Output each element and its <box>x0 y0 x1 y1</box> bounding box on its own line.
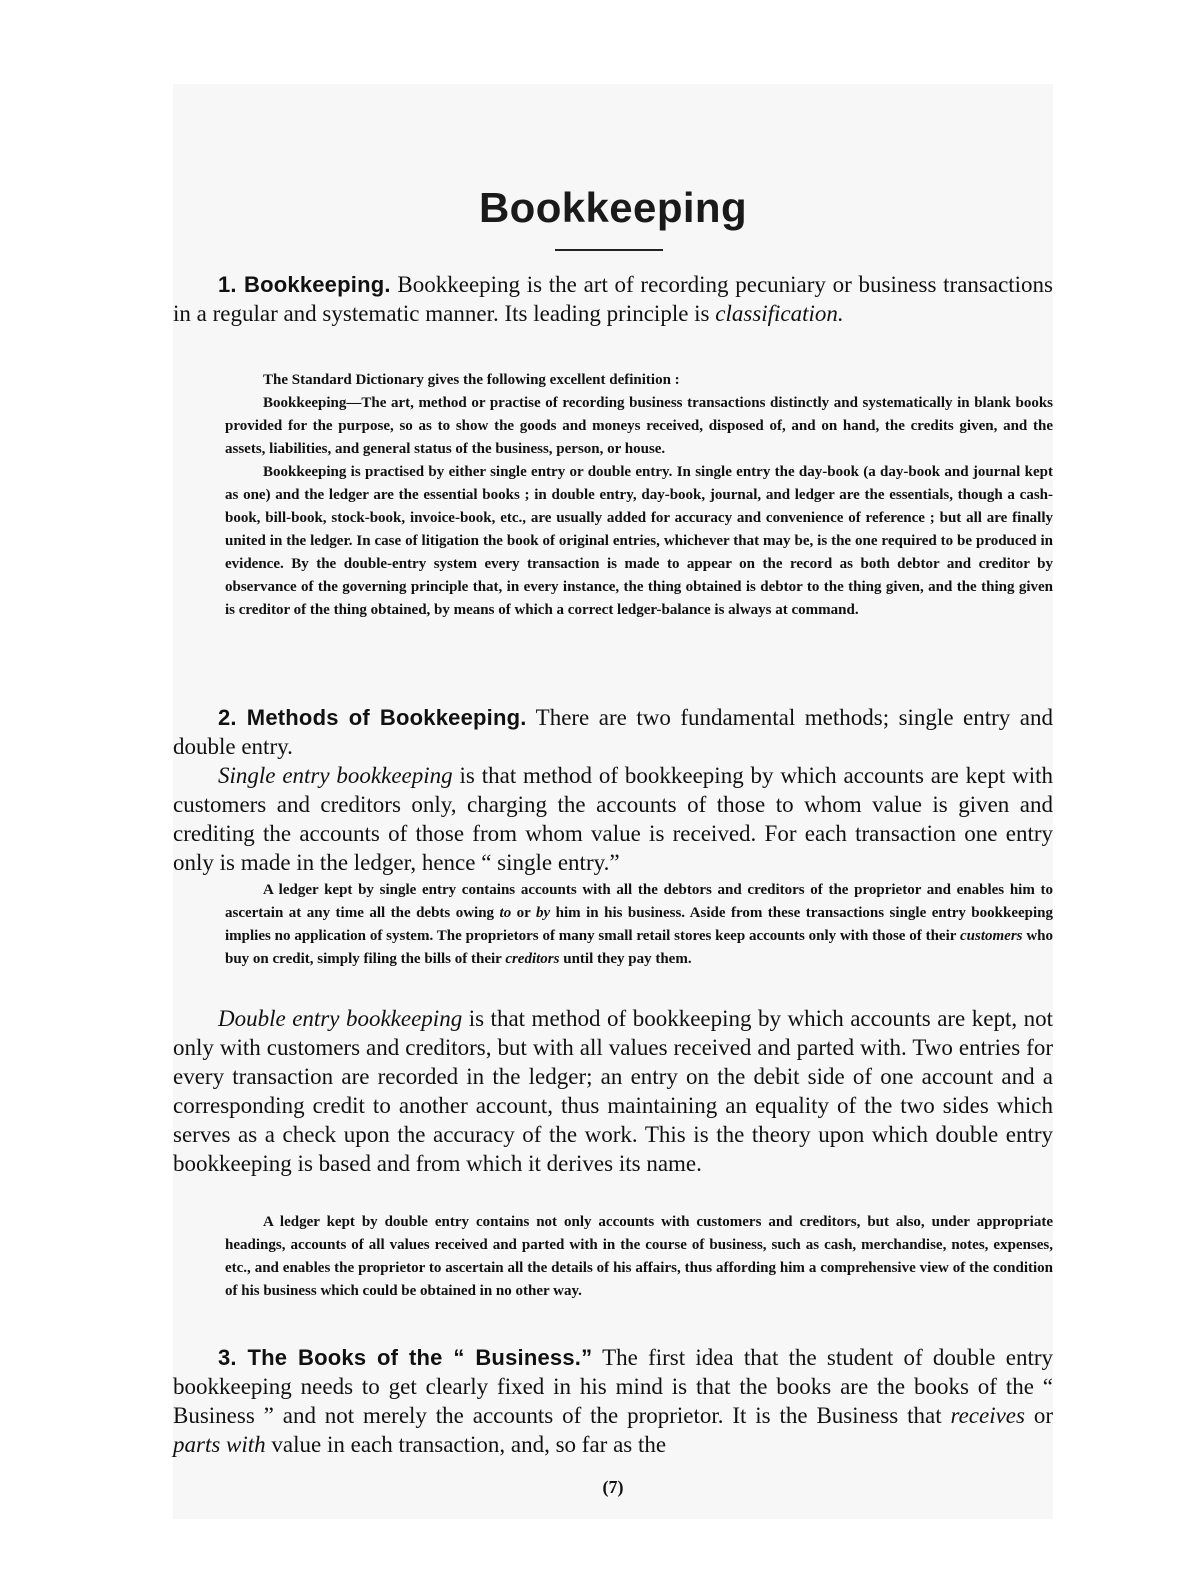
double-entry-term: Double entry bookkeeping <box>218 1006 463 1031</box>
double-entry-text: is that method of bookkeeping by which accounts are kept, not only with customers and creditors, but with all values received and parted with. Two entries for every transaction are recorded in the ledger; an entry on the debit side of one account and a corresponding credit to another account, thus maintaining an equality of the two sides which serves as a check upon the accuracy of the work. This is the theory upon which double entry bookkeeping is based and from which it derives its name. <box>173 1006 1054 1176</box>
single-entry-text: is that method of bookkeeping by which accounts are kept with customers and creditors only, charging the accounts of those to whom value is given and crediting the accounts of those from whom value is received. For each transaction one entry only is made in the ledger, hence “ single entry.” <box>173 763 1054 875</box>
single-entry-paragraph <box>173 761 1053 877</box>
section-1-heading: 1. Bookkeeping. <box>218 272 391 297</box>
title-rule <box>555 249 663 251</box>
definition-note <box>225 369 1053 622</box>
section-1-text: Bookkeeping is the art of recording pecuniary or business transactions in a regular and systematic manner. Its leading principle is <box>173 272 1054 326</box>
double-entry-paragraph <box>173 1004 1053 1178</box>
section-3-heading: 3. The Books of the “ Business.” <box>218 1345 593 1370</box>
single-entry-note-text: A ledger kept by single entry contains accounts with all the debtors and creditors of the proprietor and enables him to ascertain at any time all the debts owing to or by him in his business. Aside from these transactions single entry bookkeeping implies no application of system. The proprietors of many small retail stores keep accounts only with those of their customers who buy on credit, simply filing the bills of their creditors until they pay them. <box>225 882 1054 967</box>
section-3-paragraph: 3. The Books of the “ Business.” The first idea that the student of double entry bookkeeping needs to get clearly fixed in his mind is that the books are the books of the “ Business ” and not merely the accounts of the proprietor. It is the Business that receives or parts with value in each transaction, and, so far as the <box>173 1345 1054 1457</box>
section-2-paragraph <box>173 703 1053 761</box>
double-entry-note <box>225 1211 1053 1303</box>
page-number: (7) <box>602 1477 624 1497</box>
definition-text: Bookkeeping—The art, method or practise of recording business transactions distinctly and systematically in blank books provided for the purpose, so as to show the goods and moneys received, disposed of, and on hand, the credits given, and the assets, liabilities, and general status of the business, person, or house. <box>225 395 1053 457</box>
section-1-italic: classification. <box>715 301 844 326</box>
practice-text: Bookkeeping is practised by either single entry or double entry. In single entry the day-book (a day-book and journal kept as one) and the ledger are the essential books ; in double entry, day-book, journal, and ledger are the essentials, though a cash-book, bill-book, stock-book, invoice-book, etc., are usually added for accuracy and convenience of reference ; but all are finally united in the ledger. In case of litigation the book of original entries, whichever that may be, is the one required to be produced in evidence. By the double-entry system every transaction is made to appear on the record as both debtor and creditor by observance of the governing principle that, in every instance, the thing obtained is debtor to the thing given, and the thing given is creditor of the thing obtained, by means of which a correct ledger-balance is always at command. <box>225 464 1053 618</box>
definition-intro: The Standard Dictionary gives the following excellent definition : <box>263 372 680 388</box>
section-2-heading: 2. Methods of Bookkeeping. <box>218 705 527 730</box>
page-title: Bookkeeping <box>478 184 748 231</box>
single-entry-term: Single entry bookkeeping <box>218 763 453 788</box>
section-2-text: There are two fundamental methods; single entry and double entry. <box>173 705 1053 759</box>
section-1-paragraph <box>173 270 1053 328</box>
double-entry-note-text: A ledger kept by double entry contains not only accounts with customers and creditors, but also, under appropriate headings, accounts of all values received and parted with in the course of business, such as cash, merchandise, notes, expenses, etc., and enables the proprietor to ascertain all the details of his affairs, thus affording him a comprehensive view of the condition of his business which could be obtained in no other way. <box>225 1214 1053 1299</box>
single-entry-note <box>225 879 1053 971</box>
book-page <box>173 84 1053 1519</box>
